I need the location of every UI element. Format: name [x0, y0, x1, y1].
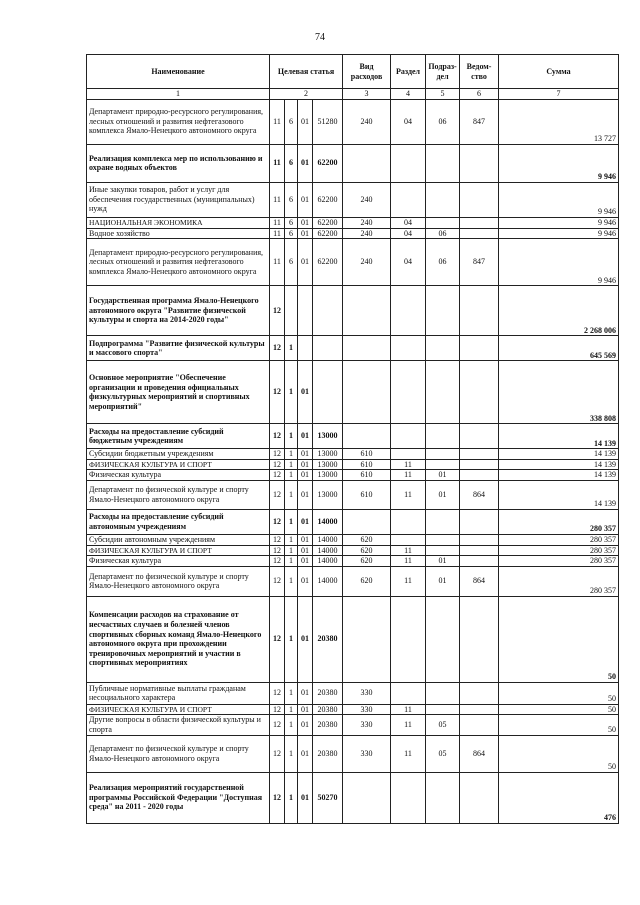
target-part-3: 01	[298, 459, 313, 470]
expense-type-cell: 620	[343, 545, 391, 556]
table-row	[87, 534, 619, 545]
target-part-1: 12	[270, 715, 285, 735]
expense-type-cell	[343, 144, 391, 182]
amount-cell: 14 139	[499, 459, 619, 470]
subsection-cell	[426, 336, 460, 361]
section-cell: 04	[391, 239, 426, 286]
row-name: Физическая культура	[87, 470, 270, 481]
amount-cell: 9 946	[499, 144, 619, 182]
amount-cell: 9 946	[499, 228, 619, 239]
department-cell: 864	[460, 735, 499, 772]
subsection-cell: 06	[426, 239, 460, 286]
header-expense-type: Вид расходов	[343, 55, 391, 89]
table-row	[87, 772, 619, 823]
target-part-2: 1	[285, 735, 298, 772]
subsection-cell	[426, 772, 460, 823]
section-cell	[391, 534, 426, 545]
section-cell: 11	[391, 715, 426, 735]
subsection-cell: 01	[426, 566, 460, 596]
department-cell	[460, 459, 499, 470]
expense-type-cell	[343, 596, 391, 682]
subsection-cell	[426, 144, 460, 182]
target-part-2: 1	[285, 772, 298, 823]
target-part-3: 01	[298, 735, 313, 772]
row-name: Подпрограмма "Развитие физической культуры и массового спорта"	[87, 336, 270, 361]
target-part-1: 12	[270, 424, 285, 449]
subsection-cell	[426, 361, 460, 424]
header-target-article: Целевая статья	[270, 55, 343, 89]
target-part-2: 1	[285, 715, 298, 735]
target-part-3: 01	[298, 239, 313, 286]
header-amount: Сумма	[499, 55, 619, 89]
expense-type-cell: 610	[343, 470, 391, 481]
subsection-cell: 06	[426, 99, 460, 144]
target-part-3: 01	[298, 217, 313, 228]
expense-type-cell	[343, 509, 391, 534]
column-number: 4	[391, 89, 426, 100]
amount-cell: 338 808	[499, 361, 619, 424]
target-part-1: 12	[270, 509, 285, 534]
table-row	[87, 480, 619, 509]
row-name: Компенсации расходов на страхование от несчастных случаев и болезней членов спортивных сборных команд Ямало-Ненецкого автономного округа при прохождении тренировочных мероприятий и участии в спортивных мероприятиях	[87, 596, 270, 682]
table-row	[87, 566, 619, 596]
target-part-3: 01	[298, 182, 313, 217]
header-section: Раздел	[391, 55, 426, 89]
table-row	[87, 704, 619, 715]
target-part-3: 01	[298, 144, 313, 182]
row-name: Водное хозяйство	[87, 228, 270, 239]
budget-table	[86, 54, 619, 824]
target-part-4: 14000	[313, 566, 343, 596]
department-cell	[460, 217, 499, 228]
table-row	[87, 182, 619, 217]
expense-type-cell	[343, 361, 391, 424]
row-name: Иные закупки товаров, работ и услуг для обеспечения государственных (муниципальных) нужд	[87, 182, 270, 217]
row-name: Другие вопросы в области физической культуры и спорта	[87, 715, 270, 735]
row-name: Государственная программа Ямало-Ненецкого автономного округа "Развитие физической культуры и спорта на 2014-2020 годы"	[87, 286, 270, 336]
expense-type-cell: 330	[343, 715, 391, 735]
header-name: Наименование	[87, 55, 270, 89]
expense-type-cell: 240	[343, 228, 391, 239]
target-part-3: 01	[298, 228, 313, 239]
table-row	[87, 459, 619, 470]
target-part-4: 13000	[313, 470, 343, 481]
target-part-4: 13000	[313, 480, 343, 509]
expense-type-cell: 240	[343, 217, 391, 228]
row-name: Департамент природно-ресурсного регулирования, лесных отношений и развития нефтегазового комплекса Ямало-Ненецкого автономного округа	[87, 99, 270, 144]
expense-type-cell	[343, 286, 391, 336]
target-part-3: 01	[298, 470, 313, 481]
section-cell: 11	[391, 459, 426, 470]
table-row	[87, 144, 619, 182]
target-part-4: 20380	[313, 596, 343, 682]
target-part-2: 1	[285, 596, 298, 682]
target-part-3: 01	[298, 556, 313, 567]
target-part-2: 6	[285, 217, 298, 228]
page-number: 74	[315, 32, 325, 43]
target-part-2: 1	[285, 545, 298, 556]
target-part-1: 12	[270, 449, 285, 460]
row-name: Реализация мероприятий государственной программы Российской Федерации "Доступная среда" на 2011 - 2020 годы	[87, 772, 270, 823]
subsection-cell: 01	[426, 470, 460, 481]
target-part-2: 1	[285, 480, 298, 509]
target-part-4: 62200	[313, 182, 343, 217]
target-part-1: 11	[270, 182, 285, 217]
amount-cell: 50	[499, 735, 619, 772]
target-part-2: 1	[285, 556, 298, 567]
subsection-cell: 01	[426, 480, 460, 509]
subsection-cell	[426, 424, 460, 449]
expense-type-cell: 610	[343, 480, 391, 509]
table-row	[87, 545, 619, 556]
target-part-4: 20380	[313, 715, 343, 735]
table-row	[87, 596, 619, 682]
target-part-1: 11	[270, 217, 285, 228]
table-row	[87, 99, 619, 144]
amount-cell: 645 569	[499, 336, 619, 361]
amount-cell: 50	[499, 715, 619, 735]
subsection-cell: 05	[426, 715, 460, 735]
target-part-3: 01	[298, 596, 313, 682]
row-name: Расходы на предоставление субсидий бюджетным учреждениям	[87, 424, 270, 449]
table-row	[87, 682, 619, 704]
target-part-2: 1	[285, 424, 298, 449]
expense-type-cell	[343, 424, 391, 449]
table-row	[87, 239, 619, 286]
row-name: НАЦИОНАЛЬНАЯ ЭКОНОМИКА	[87, 217, 270, 228]
expense-type-cell: 610	[343, 449, 391, 460]
target-part-3: 01	[298, 534, 313, 545]
target-part-1: 12	[270, 470, 285, 481]
target-part-1: 12	[270, 459, 285, 470]
target-part-1: 12	[270, 336, 285, 361]
target-part-3: 01	[298, 704, 313, 715]
target-part-4: 51280	[313, 99, 343, 144]
target-part-1: 12	[270, 480, 285, 509]
target-part-3: 01	[298, 361, 313, 424]
department-cell	[460, 470, 499, 481]
section-cell: 11	[391, 566, 426, 596]
table-row	[87, 217, 619, 228]
subsection-cell	[426, 449, 460, 460]
amount-cell: 9 946	[499, 239, 619, 286]
section-cell: 04	[391, 99, 426, 144]
table-row	[87, 228, 619, 239]
row-name: Департамент по физической культуре и спорту Ямало-Ненецкого автономного округа	[87, 735, 270, 772]
department-cell	[460, 772, 499, 823]
target-part-2: 1	[285, 704, 298, 715]
expense-type-cell: 240	[343, 182, 391, 217]
expense-type-cell: 610	[343, 459, 391, 470]
target-part-1: 11	[270, 239, 285, 286]
target-part-3: 01	[298, 682, 313, 704]
column-number: 3	[343, 89, 391, 100]
target-part-2: 6	[285, 144, 298, 182]
amount-cell: 2 268 006	[499, 286, 619, 336]
department-cell	[460, 715, 499, 735]
department-cell	[460, 534, 499, 545]
table-row	[87, 715, 619, 735]
target-part-2: 1	[285, 336, 298, 361]
target-part-4: 13000	[313, 449, 343, 460]
department-cell	[460, 144, 499, 182]
section-cell: 11	[391, 556, 426, 567]
target-part-2: 1	[285, 534, 298, 545]
expense-type-cell	[343, 772, 391, 823]
target-part-1: 12	[270, 286, 285, 336]
target-part-1: 12	[270, 534, 285, 545]
row-name: ФИЗИЧЕСКАЯ КУЛЬТУРА И СПОРТ	[87, 459, 270, 470]
table-row	[87, 449, 619, 460]
expense-type-cell: 330	[343, 735, 391, 772]
target-part-3: 01	[298, 715, 313, 735]
target-part-3: 01	[298, 424, 313, 449]
amount-cell: 50	[499, 596, 619, 682]
target-part-2: 6	[285, 182, 298, 217]
amount-cell: 280 357	[499, 545, 619, 556]
department-cell	[460, 682, 499, 704]
target-part-4: 62200	[313, 228, 343, 239]
target-part-2: 1	[285, 682, 298, 704]
column-number: 1	[87, 89, 270, 100]
column-number-row	[87, 89, 619, 100]
subsection-cell	[426, 217, 460, 228]
target-part-1: 11	[270, 228, 285, 239]
target-part-1: 12	[270, 682, 285, 704]
section-cell	[391, 772, 426, 823]
target-part-3: 01	[298, 509, 313, 534]
target-part-1: 12	[270, 735, 285, 772]
section-cell	[391, 361, 426, 424]
target-part-4: 62200	[313, 239, 343, 286]
amount-cell: 14 139	[499, 470, 619, 481]
target-part-3	[298, 286, 313, 336]
target-part-2	[285, 286, 298, 336]
target-part-4: 20380	[313, 704, 343, 715]
expense-type-cell	[343, 336, 391, 361]
amount-cell: 14 139	[499, 480, 619, 509]
subsection-cell	[426, 704, 460, 715]
target-part-1: 12	[270, 361, 285, 424]
department-cell	[460, 449, 499, 460]
table-row	[87, 286, 619, 336]
table-row	[87, 424, 619, 449]
subsection-cell	[426, 596, 460, 682]
department-cell	[460, 545, 499, 556]
amount-cell: 280 357	[499, 566, 619, 596]
expense-type-cell: 330	[343, 704, 391, 715]
table-row	[87, 556, 619, 567]
department-cell	[460, 424, 499, 449]
target-part-2: 6	[285, 99, 298, 144]
department-cell: 847	[460, 239, 499, 286]
target-part-1: 12	[270, 566, 285, 596]
row-name: Департамент природно-ресурсного регулирования, лесных отношений и развития нефтегазового комплекса Ямало-Ненецкого автономного округа	[87, 239, 270, 286]
subsection-cell	[426, 682, 460, 704]
expense-type-cell: 240	[343, 239, 391, 286]
target-part-3: 01	[298, 480, 313, 509]
target-part-3: 01	[298, 545, 313, 556]
section-cell	[391, 182, 426, 217]
section-cell	[391, 509, 426, 534]
target-part-2: 6	[285, 228, 298, 239]
target-part-4: 14000	[313, 534, 343, 545]
row-name: Департамент по физической культуре и спорту Ямало-Ненецкого автономного округа	[87, 566, 270, 596]
target-part-4: 50270	[313, 772, 343, 823]
target-part-2: 1	[285, 566, 298, 596]
target-part-2: 6	[285, 239, 298, 286]
expense-type-cell: 240	[343, 99, 391, 144]
target-part-3: 01	[298, 566, 313, 596]
target-part-1: 12	[270, 545, 285, 556]
target-part-2: 1	[285, 509, 298, 534]
row-name: Департамент по физической культуре и спорту Ямало-Ненецкого автономного округа	[87, 480, 270, 509]
amount-cell: 13 727	[499, 99, 619, 144]
column-number: 7	[499, 89, 619, 100]
target-part-2: 1	[285, 449, 298, 460]
target-part-1: 12	[270, 772, 285, 823]
target-part-4: 14000	[313, 509, 343, 534]
section-cell	[391, 286, 426, 336]
column-number: 2	[270, 89, 343, 100]
target-part-2: 1	[285, 470, 298, 481]
subsection-cell: 06	[426, 228, 460, 239]
subsection-cell	[426, 545, 460, 556]
expense-type-cell: 620	[343, 534, 391, 545]
department-cell	[460, 509, 499, 534]
amount-cell: 50	[499, 704, 619, 715]
subsection-cell	[426, 459, 460, 470]
section-cell	[391, 449, 426, 460]
header-department: Ведом-ство	[460, 55, 499, 89]
section-cell	[391, 336, 426, 361]
subsection-cell: 01	[426, 556, 460, 567]
amount-cell: 9 946	[499, 217, 619, 228]
target-part-4	[313, 286, 343, 336]
department-cell: 864	[460, 566, 499, 596]
subsection-cell	[426, 534, 460, 545]
expense-type-cell: 620	[343, 556, 391, 567]
department-cell	[460, 286, 499, 336]
department-cell: 864	[460, 480, 499, 509]
department-cell	[460, 228, 499, 239]
table-body	[87, 55, 619, 824]
section-cell	[391, 596, 426, 682]
target-part-4: 20380	[313, 682, 343, 704]
amount-cell: 14 139	[499, 424, 619, 449]
target-part-4: 62200	[313, 217, 343, 228]
column-number: 6	[460, 89, 499, 100]
subsection-cell	[426, 182, 460, 217]
table-header-row	[87, 55, 619, 89]
column-number: 5	[426, 89, 460, 100]
row-name: ФИЗИЧЕСКАЯ КУЛЬТУРА И СПОРТ	[87, 704, 270, 715]
target-part-1: 12	[270, 556, 285, 567]
row-name: Физическая культура	[87, 556, 270, 567]
amount-cell: 476	[499, 772, 619, 823]
target-part-2: 1	[285, 361, 298, 424]
target-part-4: 14000	[313, 556, 343, 567]
amount-cell: 9 946	[499, 182, 619, 217]
target-part-1: 12	[270, 596, 285, 682]
expense-type-cell: 330	[343, 682, 391, 704]
target-part-1: 11	[270, 99, 285, 144]
header-subsection: Подраз-дел	[426, 55, 460, 89]
department-cell	[460, 596, 499, 682]
section-cell	[391, 144, 426, 182]
target-part-4: 13000	[313, 459, 343, 470]
table-row	[87, 735, 619, 772]
section-cell: 04	[391, 228, 426, 239]
section-cell: 04	[391, 217, 426, 228]
department-cell	[460, 556, 499, 567]
target-part-4	[313, 361, 343, 424]
subsection-cell: 05	[426, 735, 460, 772]
target-part-3: 01	[298, 99, 313, 144]
department-cell	[460, 361, 499, 424]
row-name: Основное мероприятие "Обеспечение организации и проведения официальных физкультурных мероприятий и спортивных мероприятий"	[87, 361, 270, 424]
section-cell	[391, 682, 426, 704]
department-cell	[460, 336, 499, 361]
amount-cell: 50	[499, 682, 619, 704]
target-part-2: 1	[285, 459, 298, 470]
table-row	[87, 509, 619, 534]
row-name: Расходы на предоставление субсидий автономным учреждениям	[87, 509, 270, 534]
subsection-cell	[426, 509, 460, 534]
target-part-3: 01	[298, 449, 313, 460]
row-name: Субсидии автономным учреждениям	[87, 534, 270, 545]
target-part-3: 01	[298, 772, 313, 823]
row-name: Реализация комплекса мер по использованию и охране водных объектов	[87, 144, 270, 182]
target-part-4: 62200	[313, 144, 343, 182]
table-row	[87, 470, 619, 481]
subsection-cell	[426, 286, 460, 336]
expense-type-cell: 620	[343, 566, 391, 596]
row-name: Публичные нормативные выплаты гражданам несоциального характера	[87, 682, 270, 704]
amount-cell: 280 357	[499, 556, 619, 567]
amount-cell: 280 357	[499, 509, 619, 534]
target-part-4	[313, 336, 343, 361]
department-cell	[460, 704, 499, 715]
target-part-1: 12	[270, 704, 285, 715]
target-part-4: 14000	[313, 545, 343, 556]
section-cell: 11	[391, 470, 426, 481]
target-part-4: 20380	[313, 735, 343, 772]
amount-cell: 280 357	[499, 534, 619, 545]
section-cell: 11	[391, 735, 426, 772]
target-part-3	[298, 336, 313, 361]
section-cell	[391, 424, 426, 449]
section-cell: 11	[391, 545, 426, 556]
department-cell: 847	[460, 99, 499, 144]
table-row	[87, 361, 619, 424]
section-cell: 11	[391, 480, 426, 509]
amount-cell: 14 139	[499, 449, 619, 460]
section-cell: 11	[391, 704, 426, 715]
target-part-1: 11	[270, 144, 285, 182]
target-part-4: 13000	[313, 424, 343, 449]
row-name: Субсидии бюджетным учреждениям	[87, 449, 270, 460]
department-cell	[460, 182, 499, 217]
table-row	[87, 336, 619, 361]
row-name: ФИЗИЧЕСКАЯ КУЛЬТУРА И СПОРТ	[87, 545, 270, 556]
